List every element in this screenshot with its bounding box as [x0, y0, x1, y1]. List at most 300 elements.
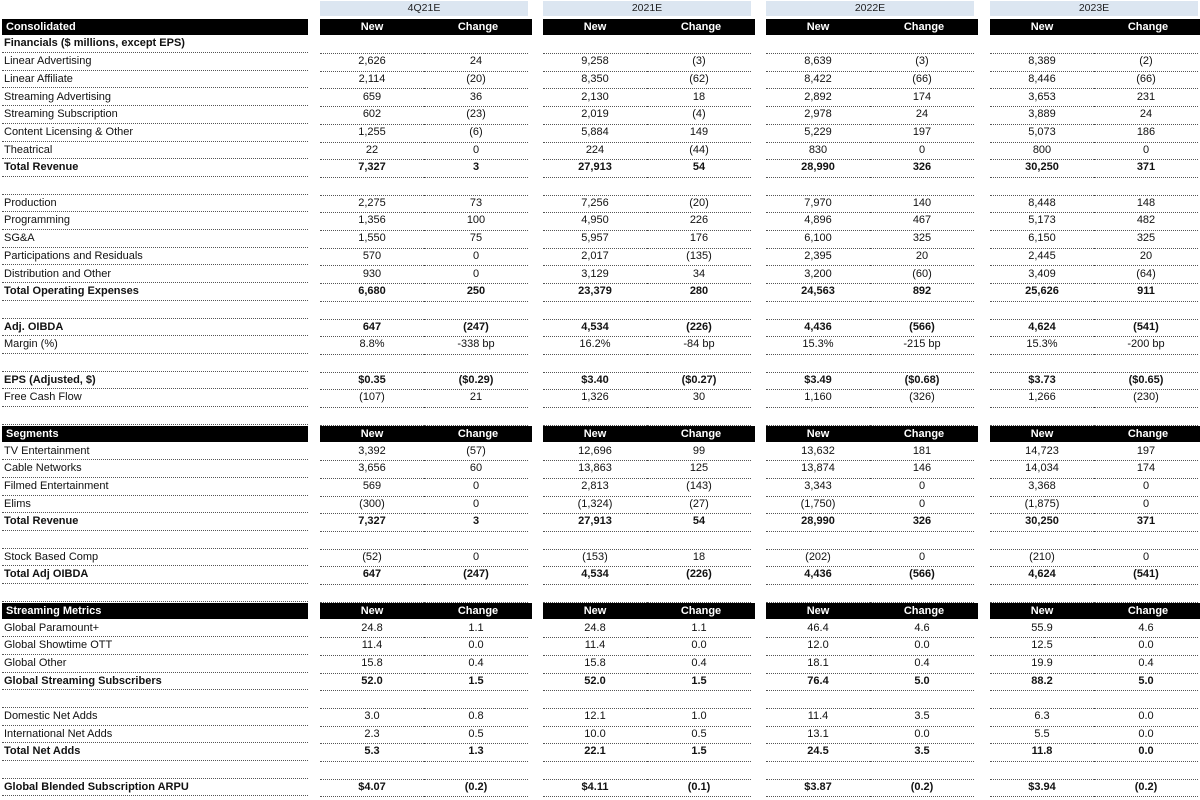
cell-change: (135)	[647, 248, 751, 267]
cell-new: 3,368	[990, 478, 1094, 497]
cell-change: Change	[1094, 603, 1200, 619]
cell-new	[320, 407, 424, 426]
cell-change	[424, 354, 528, 373]
cell-change: 326	[870, 513, 974, 532]
cell-new	[990, 301, 1094, 320]
cell-new: 6,680	[320, 283, 424, 302]
cell-new	[766, 761, 870, 780]
spacer-row	[0, 177, 1200, 195]
row-label: Elims	[2, 496, 308, 514]
cell-new: 4,896	[766, 212, 870, 231]
row-label: Cable Networks	[2, 460, 308, 478]
cell-change	[870, 531, 974, 550]
cell-change: 0	[424, 549, 528, 568]
cell-change: 0.0	[870, 637, 974, 656]
cell-new: 19.9	[990, 655, 1094, 674]
cell-new: 3,343	[766, 478, 870, 497]
cell-change: (57)	[424, 443, 528, 462]
cell-new: 6,150	[990, 230, 1094, 249]
cell-change: 0.5	[647, 726, 751, 745]
cell-new: 570	[320, 248, 424, 267]
cell-new: $4.07	[320, 779, 424, 798]
table-row	[0, 212, 1200, 230]
row-label	[2, 407, 308, 425]
table-row	[0, 460, 1200, 478]
cell-new	[320, 354, 424, 373]
section-header-row	[0, 602, 1200, 620]
cell-change: 231	[1094, 89, 1198, 108]
cell-change: -84 bp	[647, 336, 751, 355]
cell-new: 15.8	[320, 655, 424, 674]
cell-change: 0.0	[1094, 743, 1198, 762]
cell-new: 28,990	[766, 513, 870, 532]
cell-new: 1,356	[320, 212, 424, 231]
cell-change: (20)	[647, 195, 751, 214]
cell-change: Change	[1094, 19, 1200, 35]
cell-change: 1.5	[424, 673, 528, 692]
cell-change	[1094, 690, 1198, 709]
cell-change: (541)	[1094, 319, 1198, 338]
spacer-row	[0, 407, 1200, 425]
cell-new: 88.2	[990, 673, 1094, 692]
cell-new: 6.3	[990, 708, 1094, 727]
cell-change	[424, 690, 528, 709]
cell-new: $0.35	[320, 372, 424, 391]
cell-change: 5.0	[1094, 673, 1198, 692]
table-row	[0, 655, 1200, 673]
cell-change: Change	[424, 426, 532, 442]
cell-change: 18	[647, 89, 751, 108]
cell-change	[647, 584, 751, 603]
row-label: Total Operating Expenses	[2, 283, 308, 301]
table-row	[0, 389, 1200, 407]
cell-new: New	[320, 603, 424, 619]
cell-new: 3,653	[990, 89, 1094, 108]
cell-change: Change	[647, 19, 755, 35]
cell-new: 46.4	[766, 620, 870, 639]
cell-change: 60	[424, 460, 528, 479]
cell-new: 12,696	[543, 443, 647, 462]
cell-change	[870, 35, 974, 54]
cell-new: 2,395	[766, 248, 870, 267]
cell-change: 181	[870, 443, 974, 462]
cell-new: 8,639	[766, 53, 870, 72]
cell-new	[990, 584, 1094, 603]
cell-new: 830	[766, 142, 870, 161]
cell-new: 6,100	[766, 230, 870, 249]
row-label: Streaming Advertising	[2, 89, 308, 107]
cell-change	[647, 407, 751, 426]
cell-change: 148	[1094, 195, 1198, 214]
cell-change: Change	[870, 603, 978, 619]
cell-new: 24.8	[543, 620, 647, 639]
table-row	[0, 195, 1200, 213]
cell-change	[870, 407, 974, 426]
cell-change: 20	[1094, 248, 1198, 267]
cell-change	[1094, 301, 1198, 320]
row-label	[2, 761, 308, 779]
cell-change	[647, 531, 751, 550]
cell-new: 23,379	[543, 283, 647, 302]
cell-change	[647, 177, 751, 196]
cell-change: Change	[424, 603, 532, 619]
cell-change	[424, 531, 528, 550]
row-label: Total Revenue	[2, 513, 308, 531]
cell-change: ($0.27)	[647, 372, 751, 391]
cell-new: 8,448	[990, 195, 1094, 214]
cell-new: 2,019	[543, 106, 647, 125]
cell-change: (27)	[647, 496, 751, 515]
cell-change	[1094, 761, 1198, 780]
cell-change: 24	[424, 53, 528, 72]
table-row	[0, 566, 1200, 584]
cell-change: 100	[424, 212, 528, 231]
cell-new: 8,389	[990, 53, 1094, 72]
cell-change	[424, 584, 528, 603]
cell-change: (44)	[647, 142, 751, 161]
row-label: Linear Affiliate	[2, 71, 308, 89]
row-label: Filmed Entertainment	[2, 478, 308, 496]
row-label: Theatrical	[2, 142, 308, 160]
cell-change: (326)	[870, 389, 974, 408]
cell-new	[990, 35, 1094, 54]
cell-new: New	[766, 603, 870, 619]
cell-change: 3.5	[870, 708, 974, 727]
cell-change: (23)	[424, 106, 528, 125]
cell-new	[766, 584, 870, 603]
cell-new: 3,392	[320, 443, 424, 462]
cell-new	[543, 354, 647, 373]
cell-new: 30,250	[990, 159, 1094, 178]
cell-new: 3,129	[543, 266, 647, 285]
cell-new: 4,950	[543, 212, 647, 231]
table-row	[0, 266, 1200, 284]
cell-new: 12.0	[766, 637, 870, 656]
row-label: Distribution and Other	[2, 266, 308, 284]
cell-change: 0.4	[647, 655, 751, 674]
table-row	[0, 549, 1200, 567]
cell-change: 226	[647, 212, 751, 231]
cell-new	[766, 407, 870, 426]
table-row	[0, 53, 1200, 71]
cell-new	[320, 531, 424, 550]
cell-new	[543, 35, 647, 54]
cell-change: 325	[870, 230, 974, 249]
table-row	[0, 779, 1200, 797]
cell-change: 0.0	[1094, 708, 1198, 727]
cell-new: 15.3%	[766, 336, 870, 355]
cell-change: (226)	[647, 566, 751, 585]
cell-change: 4.6	[1094, 620, 1198, 639]
cell-new: 22	[320, 142, 424, 161]
cell-new: 12.1	[543, 708, 647, 727]
cell-new: 7,327	[320, 159, 424, 178]
cell-change: 0	[424, 266, 528, 285]
cell-change: (4)	[647, 106, 751, 125]
cell-new: 2,275	[320, 195, 424, 214]
cell-new: 2,114	[320, 71, 424, 90]
cell-change: (0.1)	[647, 779, 751, 798]
cell-new: New	[990, 426, 1094, 442]
cell-change: 325	[1094, 230, 1198, 249]
cell-new: 2,892	[766, 89, 870, 108]
cell-new: 2,978	[766, 106, 870, 125]
cell-new	[766, 301, 870, 320]
table-row	[0, 319, 1200, 337]
cell-new: 5,173	[990, 212, 1094, 231]
row-label: Global Showtime OTT	[2, 637, 308, 655]
cell-new	[990, 354, 1094, 373]
row-label: Global Paramount+	[2, 620, 308, 638]
table-row	[0, 620, 1200, 638]
cell-new: 8,446	[990, 71, 1094, 90]
row-label: Stock Based Comp	[2, 549, 308, 567]
period-2021e: 2021E	[543, 1, 751, 16]
table-row	[0, 283, 1200, 301]
cell-new: 55.9	[990, 620, 1094, 639]
cell-new: (52)	[320, 549, 424, 568]
cell-change: (247)	[424, 566, 528, 585]
cell-change: (3)	[870, 53, 974, 72]
cell-change: 4.6	[870, 620, 974, 639]
row-label: Financials ($ millions, except EPS)	[2, 35, 308, 53]
cell-change	[870, 690, 974, 709]
cell-change: 0	[870, 142, 974, 161]
cell-new: 5,073	[990, 124, 1094, 143]
cell-new: 15.3%	[990, 336, 1094, 355]
cell-new: 52.0	[320, 673, 424, 692]
cell-change: Change	[647, 603, 755, 619]
cell-change	[1094, 177, 1198, 196]
row-label: Total Adj OIBDA	[2, 566, 308, 584]
row-label: Free Cash Flow	[2, 389, 308, 407]
cell-change: 892	[870, 283, 974, 302]
cell-change: 125	[647, 460, 751, 479]
cell-change	[424, 761, 528, 780]
cell-change: 0	[424, 478, 528, 497]
cell-change: 174	[1094, 460, 1198, 479]
cell-change: (20)	[424, 71, 528, 90]
cell-new: $3.73	[990, 372, 1094, 391]
row-label: Streaming Subscription	[2, 106, 308, 124]
cell-new	[543, 531, 647, 550]
cell-change	[647, 761, 751, 780]
cell-change: 0.0	[647, 637, 751, 656]
row-label: TV Entertainment	[2, 443, 308, 461]
row-label: Streaming Metrics	[2, 603, 308, 619]
cell-new: 2,130	[543, 89, 647, 108]
cell-new: 647	[320, 566, 424, 585]
cell-new: 30,250	[990, 513, 1094, 532]
cell-new	[990, 177, 1094, 196]
row-label: Global Streaming Subscribers	[2, 673, 308, 691]
cell-change: 1.3	[424, 743, 528, 762]
cell-new: New	[990, 19, 1094, 35]
row-label: Consolidated	[2, 19, 308, 35]
section-header-row	[0, 425, 1200, 443]
cell-change: Change	[647, 426, 755, 442]
cell-new	[543, 177, 647, 196]
cell-change: 0.4	[870, 655, 974, 674]
cell-new: (210)	[990, 549, 1094, 568]
cell-new: (202)	[766, 549, 870, 568]
cell-new	[766, 531, 870, 550]
cell-new: 800	[990, 142, 1094, 161]
row-label: Content Licensing & Other	[2, 124, 308, 142]
cell-change: (62)	[647, 71, 751, 90]
cell-change: 0	[424, 496, 528, 515]
cell-new: 27,913	[543, 159, 647, 178]
cell-new: 647	[320, 319, 424, 338]
cell-new: 13,874	[766, 460, 870, 479]
cell-new	[990, 690, 1094, 709]
table-row	[0, 513, 1200, 531]
cell-change: 18	[647, 549, 751, 568]
cell-change	[870, 761, 974, 780]
cell-change: Change	[1094, 426, 1200, 442]
cell-change: 280	[647, 283, 751, 302]
cell-new: 9,258	[543, 53, 647, 72]
cell-change: 467	[870, 212, 974, 231]
cell-change	[1094, 531, 1198, 550]
cell-change	[647, 301, 751, 320]
cell-new: (1,324)	[543, 496, 647, 515]
cell-new: 14,034	[990, 460, 1094, 479]
cell-new: 659	[320, 89, 424, 108]
row-label: Production	[2, 195, 308, 213]
cell-change: 482	[1094, 212, 1198, 231]
cell-change: (0.2)	[424, 779, 528, 798]
cell-new	[766, 354, 870, 373]
spacer-row	[0, 354, 1200, 372]
table-row	[0, 708, 1200, 726]
cell-change: 0.5	[424, 726, 528, 745]
cell-new: $4.11	[543, 779, 647, 798]
cell-new: 7,970	[766, 195, 870, 214]
cell-new	[990, 531, 1094, 550]
row-label: Linear Advertising	[2, 53, 308, 71]
table-row	[0, 35, 1200, 53]
cell-change	[870, 354, 974, 373]
spacer-row	[0, 690, 1200, 708]
cell-change	[870, 301, 974, 320]
row-label: Domestic Net Adds	[2, 708, 308, 726]
cell-change: 197	[870, 124, 974, 143]
cell-change: 36	[424, 89, 528, 108]
cell-change: 1.5	[647, 673, 751, 692]
cell-new: 28,990	[766, 159, 870, 178]
cell-change: (6)	[424, 124, 528, 143]
cell-change: ($0.65)	[1094, 372, 1198, 391]
table-row	[0, 637, 1200, 655]
cell-new	[320, 761, 424, 780]
row-label	[2, 177, 308, 195]
cell-change	[1094, 407, 1198, 426]
cell-change	[1094, 35, 1198, 54]
cell-new: 2,445	[990, 248, 1094, 267]
cell-new: 4,436	[766, 566, 870, 585]
cell-change: 250	[424, 283, 528, 302]
cell-new: 11.8	[990, 743, 1094, 762]
table-row	[0, 230, 1200, 248]
cell-new: 25,626	[990, 283, 1094, 302]
cell-change: 54	[647, 159, 751, 178]
cell-new: 24,563	[766, 283, 870, 302]
cell-new: 24.8	[320, 620, 424, 639]
cell-new: (1,750)	[766, 496, 870, 515]
row-label: Participations and Residuals	[2, 248, 308, 266]
cell-new: 4,436	[766, 319, 870, 338]
cell-change: (64)	[1094, 266, 1198, 285]
cell-new: 3,409	[990, 266, 1094, 285]
cell-new: 3,200	[766, 266, 870, 285]
cell-change: (60)	[870, 266, 974, 285]
cell-change: -338 bp	[424, 336, 528, 355]
cell-new: 2,813	[543, 478, 647, 497]
cell-change: 5.0	[870, 673, 974, 692]
cell-change: 3.5	[870, 743, 974, 762]
cell-change: 176	[647, 230, 751, 249]
cell-change: 0	[870, 496, 974, 515]
cell-new: 24.5	[766, 743, 870, 762]
table-row	[0, 726, 1200, 744]
cell-change: (66)	[1094, 71, 1198, 90]
table-row	[0, 159, 1200, 177]
cell-new	[990, 407, 1094, 426]
table-row	[0, 478, 1200, 496]
cell-new: $3.94	[990, 779, 1094, 798]
cell-new: (153)	[543, 549, 647, 568]
cell-change: 0.4	[1094, 655, 1198, 674]
cell-change	[424, 407, 528, 426]
cell-new: 4,534	[543, 319, 647, 338]
cell-change: 186	[1094, 124, 1198, 143]
cell-change	[870, 584, 974, 603]
cell-new: 2.3	[320, 726, 424, 745]
cell-new: 27,913	[543, 513, 647, 532]
cell-change: 0	[870, 549, 974, 568]
cell-change: 54	[647, 513, 751, 532]
cell-new: New	[766, 426, 870, 442]
cell-change: 174	[870, 89, 974, 108]
cell-new: 1,255	[320, 124, 424, 143]
spacer-row	[0, 584, 1200, 602]
cell-new	[543, 301, 647, 320]
row-label: Total Net Adds	[2, 743, 308, 761]
row-label: SG&A	[2, 230, 308, 248]
cell-new: 3,889	[990, 106, 1094, 125]
cell-new	[543, 761, 647, 780]
cell-new: 5.5	[990, 726, 1094, 745]
cell-new: 10.0	[543, 726, 647, 745]
cell-new: 15.8	[543, 655, 647, 674]
row-label: Segments	[2, 426, 308, 442]
row-label: Global Other	[2, 655, 308, 673]
cell-change: (230)	[1094, 389, 1198, 408]
cell-change	[647, 690, 751, 709]
cell-change: (3)	[647, 53, 751, 72]
table-row	[0, 372, 1200, 390]
table-row	[0, 71, 1200, 89]
cell-change: ($0.29)	[424, 372, 528, 391]
cell-new: (300)	[320, 496, 424, 515]
cell-new	[320, 584, 424, 603]
cell-new: 16.2%	[543, 336, 647, 355]
table-row	[0, 336, 1200, 354]
cell-new	[543, 690, 647, 709]
cell-new: 7,256	[543, 195, 647, 214]
cell-change: 0	[1094, 549, 1198, 568]
